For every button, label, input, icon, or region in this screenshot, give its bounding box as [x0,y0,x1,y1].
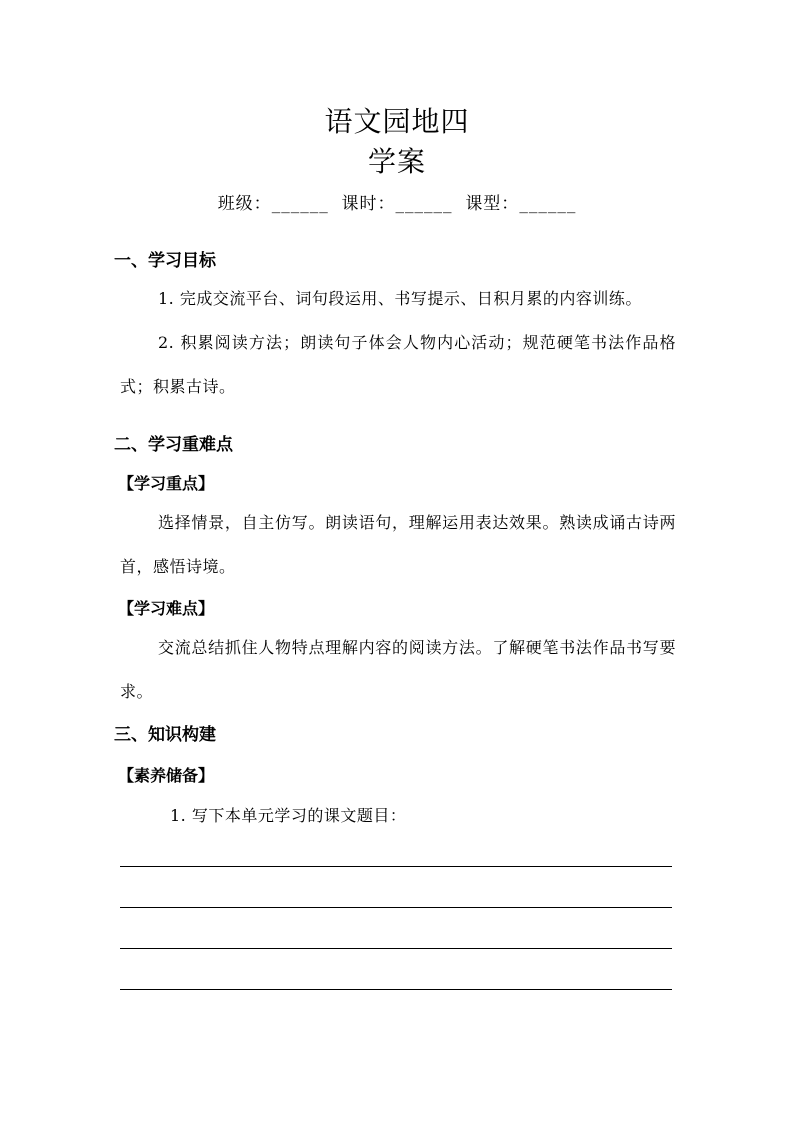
key-point-text: 选择情景，自主仿写。朗读语句，理解运用表达效果。熟读成诵古诗两首，感悟诗境。 [120,513,676,576]
objective-item-2: 2. 积累阅读方法；朗读句子体会人物内心活动；规范硬笔书法作品格式；积累古诗。 [120,333,676,396]
difficulty-text: 交流总结抓住人物特点理解内容的阅读方法。了解硬笔书法作品书写要求。 [120,638,676,701]
header-fields [0,189,794,214]
key-point-label: 【学习重点】 [118,474,215,493]
type-blank[interactable]: ______ [519,194,577,214]
period-label: 课时： [341,194,396,214]
section-heading-objectives: 一、学习目标 [114,251,216,271]
literacy-label: 【素养储备】 [118,766,215,785]
section-heading-knowledge: 三、知识构建 [114,725,216,745]
objective-item-1: 1. 完成交流平台、词句段运用、书写提示、日积月累的内容训练。 [158,289,642,308]
page-title: 语文园地四 [324,105,470,138]
question-1: 1. 写下本单元学习的课文题目： [170,806,407,825]
type-label: 课型： [465,194,520,214]
answer-line[interactable] [120,866,672,867]
difficulty-label: 【学习难点】 [118,599,215,618]
page-subtitle: 学案 [367,145,426,178]
class-blank[interactable]: ______ [271,194,329,214]
answer-line[interactable] [120,989,672,990]
class-label: 班级： [217,194,272,214]
period-blank[interactable]: ______ [395,194,453,214]
section-heading-key-points: 二、学习重难点 [114,435,233,455]
answer-line[interactable] [120,907,672,908]
answer-line[interactable] [120,948,672,949]
